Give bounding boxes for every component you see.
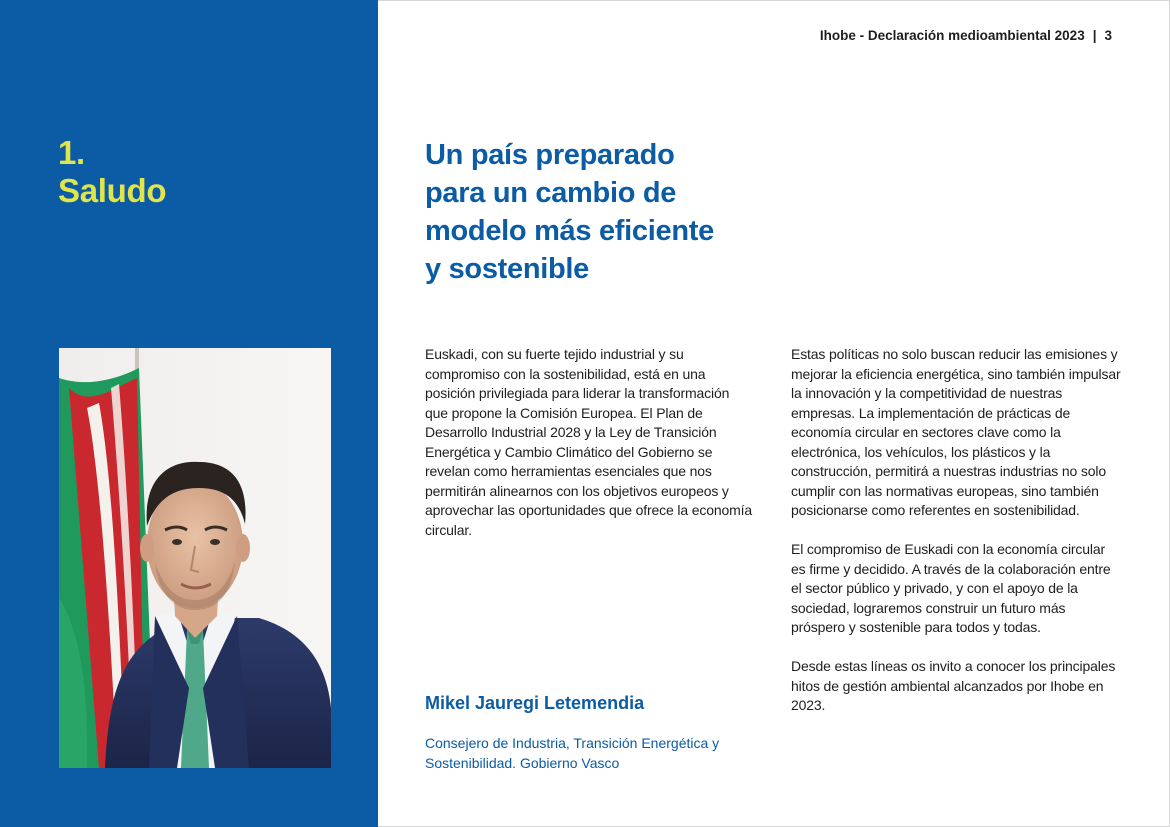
section-title <box>58 134 166 210</box>
signer-role: Consejero de Industria, Transición Energética y Sostenibilidad. Gobierno Vasco <box>425 735 720 771</box>
headline-line: para un cambio de <box>425 177 677 209</box>
body-paragraph: El compromiso de Euskadi con la economía circular es firme y decidido. A través de la colaboración entre el sector público y privado, y con el apoyo de la sociedad, lograremos construir un futuro más próspero y sostenible para todos y todas. <box>791 541 1111 635</box>
body-paragraph: Estas políticas no solo buscan reducir las emisiones y mejorar la eficiencia energética, sino también impulsar la innovación y la competitividad de nuestras empresas. La implementación de prácticas de economía circular en sectores clave como la electrónica, los vehículos, los plásticos y la construcción, permitirá a nuestras industrias no solo cumplir con las normativas europeas, sino también posicionarse como referentes en sostenibilidad. <box>791 346 1121 518</box>
header-separator: | <box>1092 28 1097 43</box>
signer-name: Mikel Jauregi Letemendia <box>425 693 645 713</box>
section-name: Saludo <box>58 172 167 209</box>
page-number: 3 <box>1104 28 1112 43</box>
left-column <box>425 345 753 560</box>
running-header <box>820 28 1112 43</box>
portrait-photo <box>59 348 331 768</box>
headline-line: Un país preparado <box>425 139 675 171</box>
body-paragraph: Euskadi, con su fuerte tejido industrial y su compromiso con la sostenibilidad, está en una posición privilegiada para liderar la transformación que propone la Comisión Europea. El Plan de Desarrollo Industrial 2028 y la Ley de Transición Energética y Cambio Climático del Gobierno se revelan como herramientas esenciales que nos permitirán alinearnos con los objetivos europeos y aprovechar las oportunidades que ofrece la economía circular. <box>425 346 753 538</box>
running-title: Ihobe - Declaración medioambiental 2023 <box>819 28 1085 43</box>
headline-line: modelo más eficiente <box>425 215 714 247</box>
body-paragraph: Desde estas líneas os invito a conocer los principales hitos de gestión ambiental alcanzados por Ihobe en 2023. <box>791 658 1116 713</box>
section-number: 1. <box>58 134 85 171</box>
headline-line: y sostenible <box>425 253 590 285</box>
sidebar <box>0 0 378 827</box>
headline <box>425 136 805 288</box>
right-column <box>791 345 1121 735</box>
